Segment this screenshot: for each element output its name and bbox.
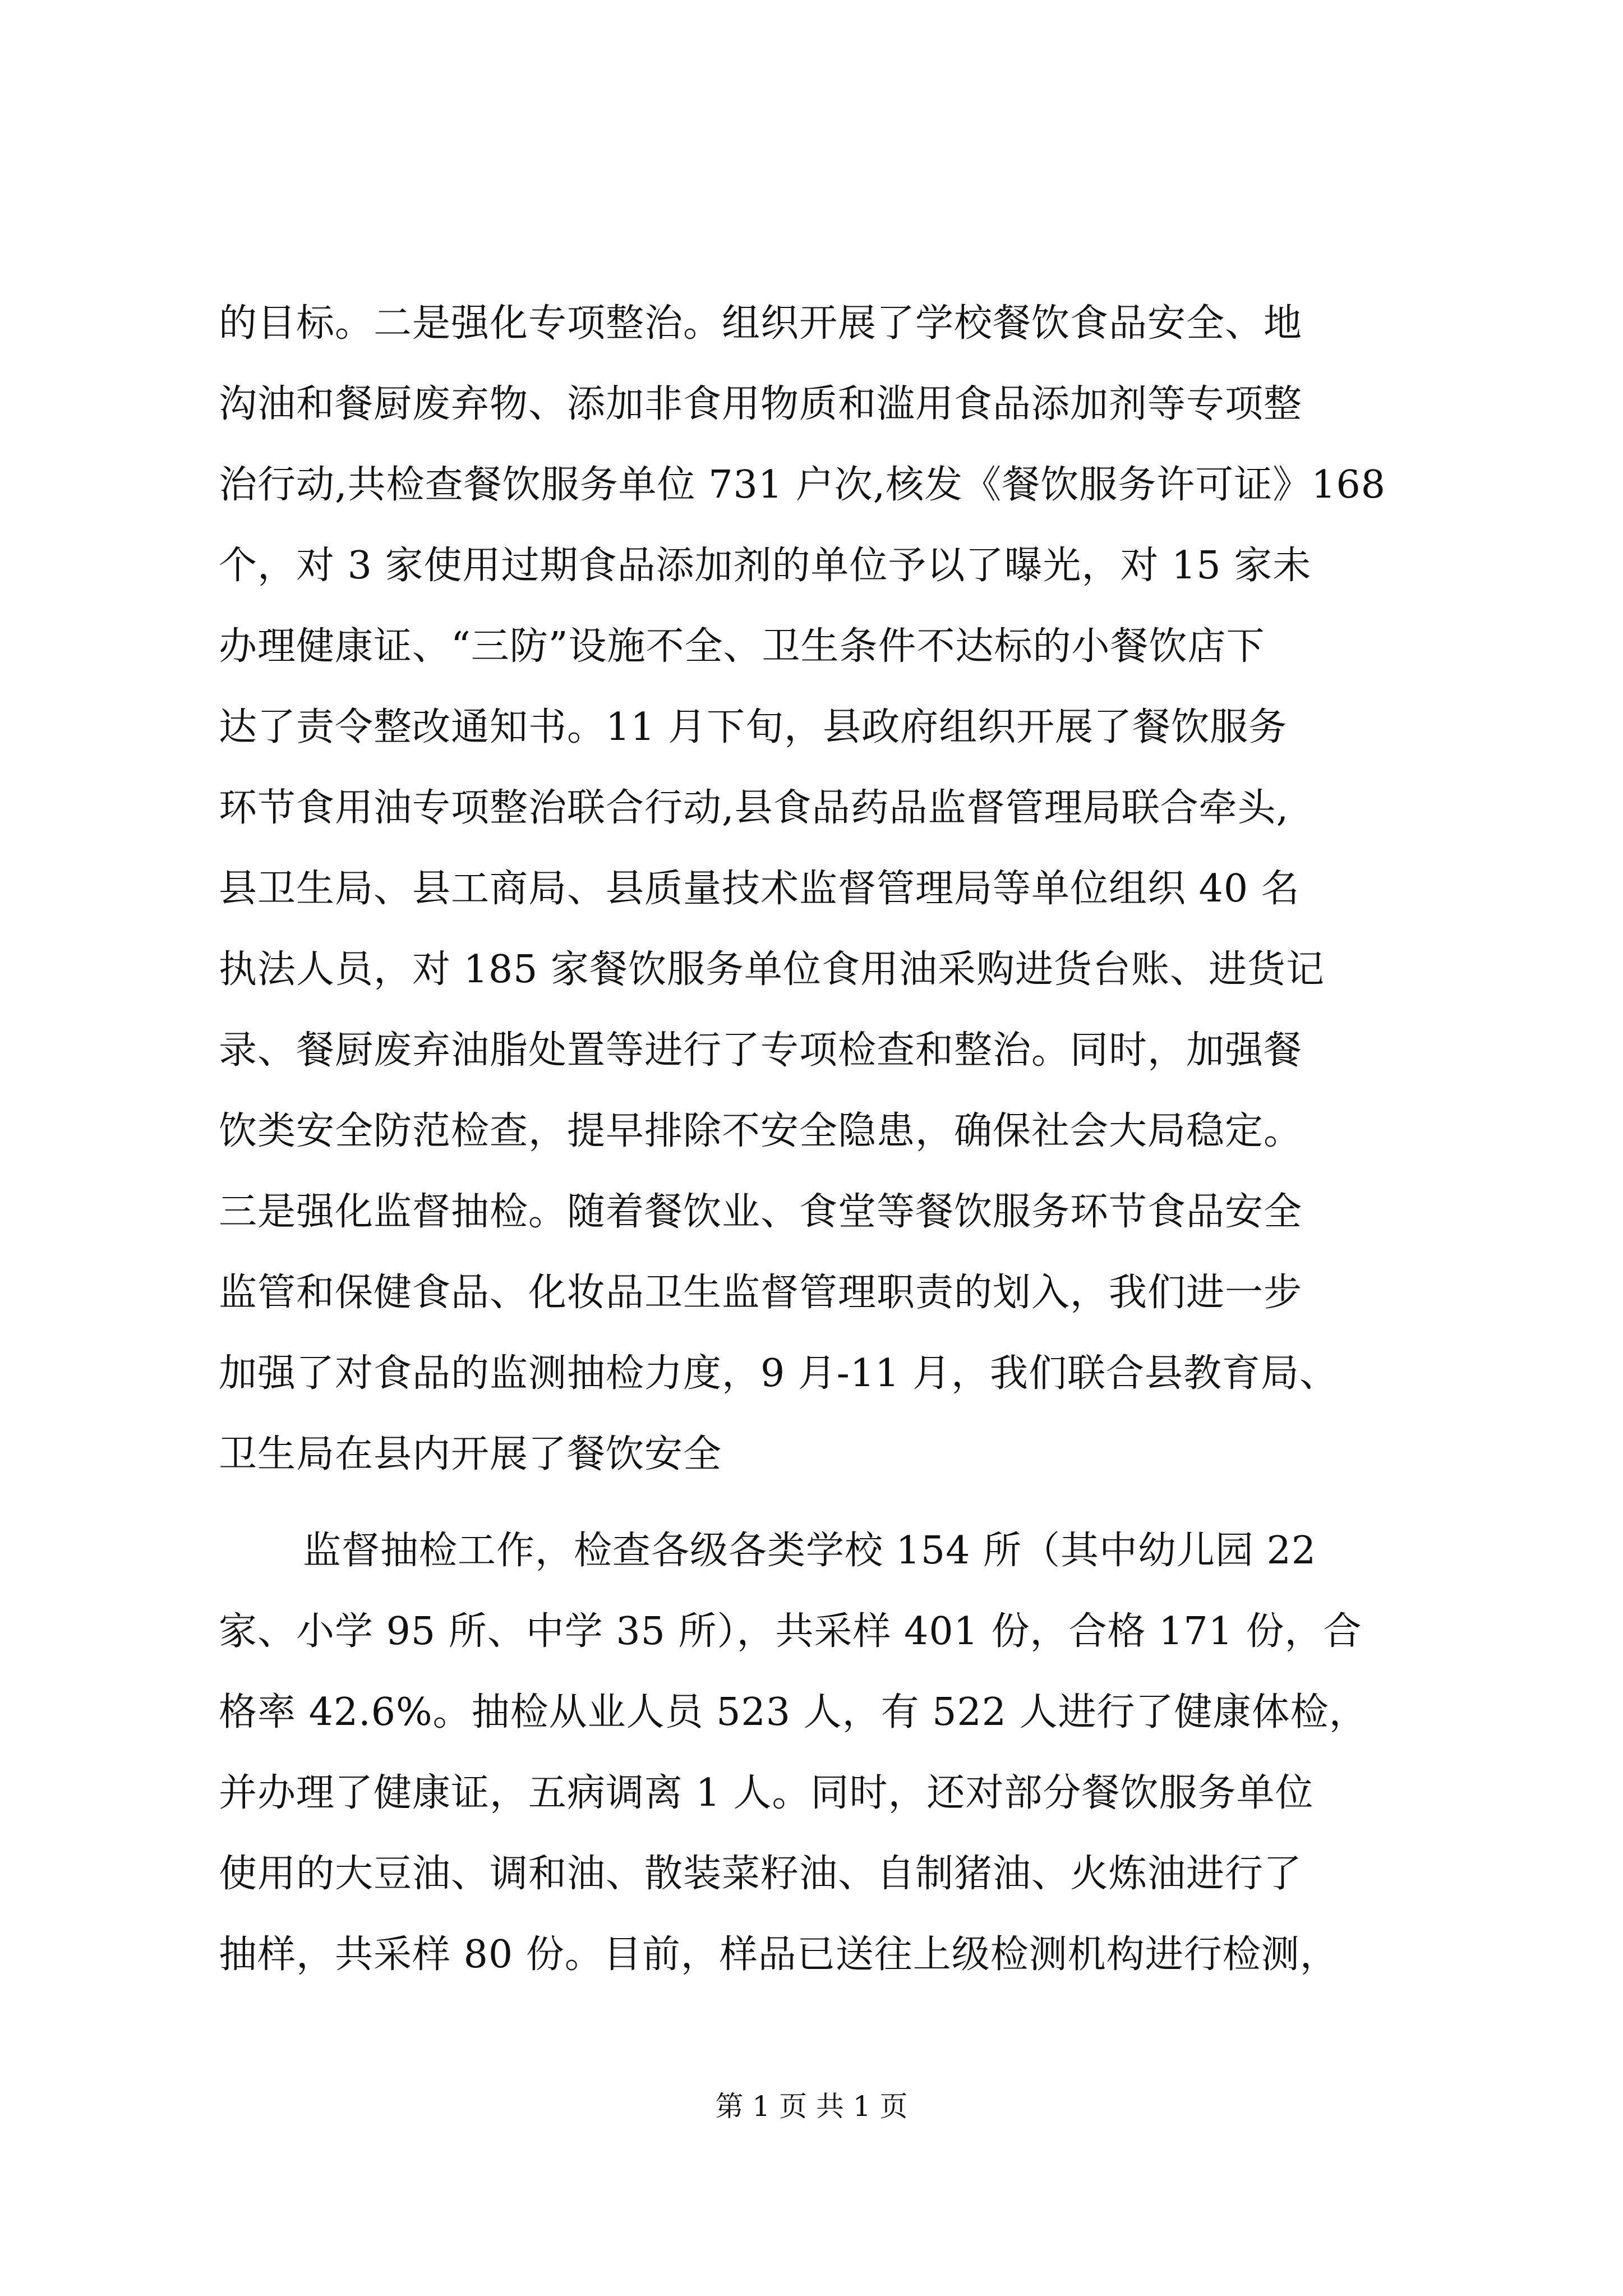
text-line: 环节食用油专项整治联合行动,县食品药品监督管理局联合牵头, xyxy=(219,786,1289,830)
text-line: 县卫生局、县工商局、县质量技术监督管理局等单位组织 40 名 xyxy=(219,867,1300,911)
text-line: 三是强化监督抽检。随着餐饮业、食堂等餐饮服务环节食品安全 xyxy=(219,1190,1303,1234)
page-indicator: 第 1 页 共 1 页 xyxy=(715,2090,908,2123)
text-line: 达了责令整改通知书。11 月下旬，县政府组织开展了餐饮服务 xyxy=(219,705,1288,749)
text-line: 使用的大豆油、调和油、散装菜籽油、自制猪油、火炼油进行了 xyxy=(219,1852,1303,1896)
text-line: 个，对 3 家使用过期食品添加剂的单位予以了曝光，对 15 家未 xyxy=(219,544,1312,588)
paragraph-2 xyxy=(219,1511,1436,1995)
text-line: 监管和保健食品、化妆品卫生监督管理职责的划入，我们进一步 xyxy=(219,1271,1303,1315)
text-line: 监督抽检工作，检查各级各类学校 154 所（其中幼儿园 22 xyxy=(303,1529,1317,1573)
page-footer xyxy=(0,2084,1623,2129)
text-line: 沟油和餐厨废弃物、添加非食用物质和滥用食品添加剂等专项整 xyxy=(219,382,1303,426)
text-line: 并办理了健康证，五病调离 1 人。同时，还对部分餐饮服务单位 xyxy=(219,1771,1314,1815)
text-line: 录、餐厨废弃油脂处置等进行了专项检查和整治。同时，加强餐 xyxy=(219,1028,1303,1073)
text-line: 格率 42.6%。抽检从业人员 523 人，有 522 人进行了健康体检， xyxy=(219,1690,1368,1734)
text-line: 治行动,共检查餐饮服务单位 731 户次,核发《餐饮服务许可证》168 xyxy=(219,463,1386,507)
paragraph-1 xyxy=(219,283,1436,1495)
text-line: 家、小学 95 所、中学 35 所），共采样 401 份，合格 171 份，合 xyxy=(219,1609,1362,1654)
text-line: 抽样，共采样 80 份。目前，样品已送往上级检测机构进行检测， xyxy=(219,1932,1339,1977)
text-line: 加强了对食品的监测抽检力度，9 月-11 月，我们联合县教育局、 xyxy=(219,1351,1339,1396)
text-line: 的目标。二是强化专项整治。组织开展了学校餐饮食品安全、地 xyxy=(219,301,1303,346)
text-line: 办理健康证、“三防”设施不全、卫生条件不达标的小餐饮店下 xyxy=(219,624,1265,669)
text-line: 饮类安全防范检查，提早排除不安全隐患，确保社会大局稳定。 xyxy=(219,1109,1303,1153)
document-body xyxy=(219,283,1436,1995)
text-line: 执法人员，对 185 家餐饮服务单位食用油采购进货台账、进货记 xyxy=(219,947,1325,992)
paragraph-gap xyxy=(219,1495,1436,1511)
text-line: 卫生局在县内开展了餐饮安全 xyxy=(219,1432,722,1476)
